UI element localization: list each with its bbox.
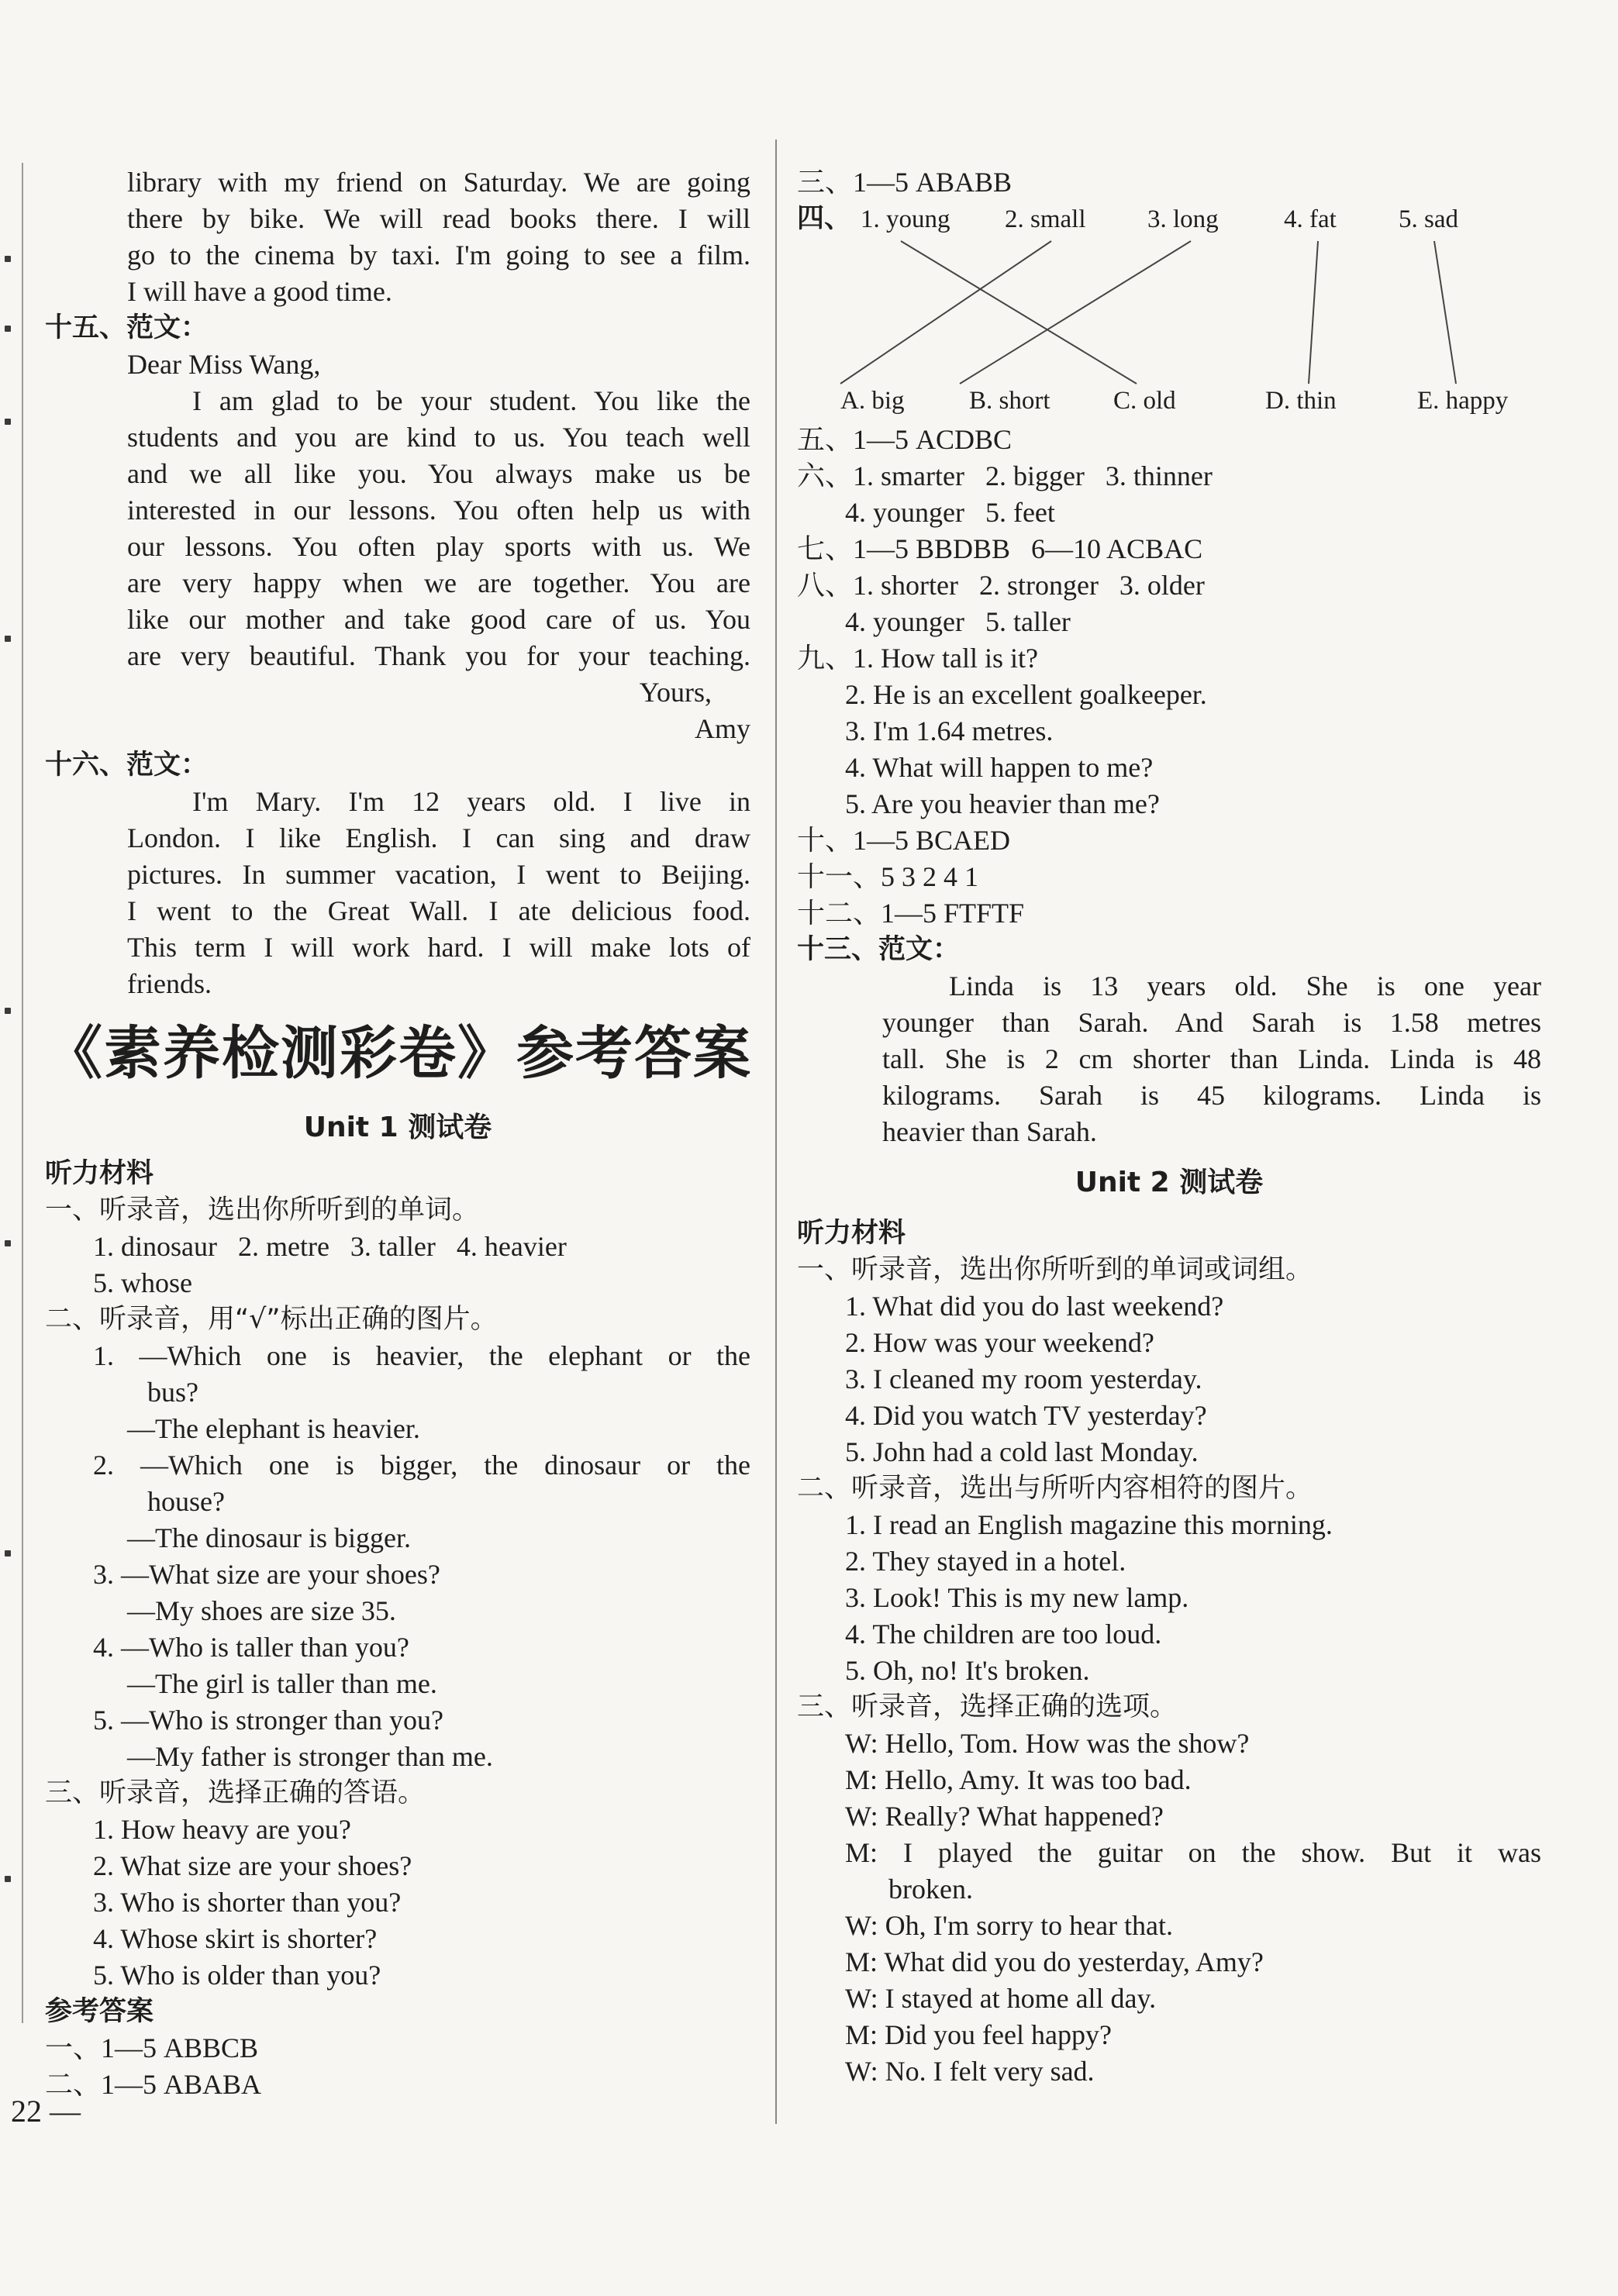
section-15-label: 十五、范文：	[45, 312, 209, 343]
question-2-label: 二、听录音，选出与所听内容相符的图片。	[797, 1473, 1313, 1504]
prompt-line: 4. Did you watch TV yesterday?	[845, 1400, 1207, 1431]
answer-line: 十、1—5 BCAED	[797, 825, 1011, 856]
essay-line: friends.	[127, 968, 212, 999]
essay-line: heavier than Sarah.	[882, 1116, 1097, 1147]
essay-line: London. I like English. I can sing and draw	[127, 822, 750, 853]
binding-mark	[5, 1240, 11, 1246]
letter-closing: Yours,	[639, 677, 712, 708]
answers-label: 参考答案	[45, 1996, 154, 2027]
answer-line: 4. younger 5. feet	[845, 497, 1055, 528]
answer-line: 十二、1—5 FTFTF	[797, 898, 1025, 929]
essay-line: go to the cinema by taxi. I'm going to see a film.	[127, 240, 750, 271]
essay-line: interested in our lessons. You often help us with	[127, 495, 750, 526]
unit-1-title: Unit 1 测试卷	[303, 1112, 492, 1143]
match-line	[1434, 241, 1456, 384]
column-divider	[775, 140, 777, 2124]
section-13-label: 十三、范文：	[797, 934, 961, 965]
binding-mark	[5, 326, 11, 332]
word-list-line: 1. dinosaur 2. metre 3. taller 4. heavier	[93, 1231, 567, 1262]
dialogue-line: M: What did you do yesterday, Amy?	[845, 1946, 1264, 1977]
answer-line: 六、1. smarter 2. bigger 3. thinner	[797, 460, 1213, 491]
prompt-line: 3. I cleaned my room yesterday.	[845, 1363, 1202, 1394]
essay-line: students and you are kind to us. You teach well	[127, 422, 750, 453]
essay-line: pictures. In summer vacation, I went to Beijing.	[127, 859, 750, 890]
dialogue-line: W: Oh, I'm sorry to hear that.	[845, 1910, 1174, 1941]
match-top-word: 2. small	[1005, 205, 1086, 233]
answer-line: 3. I'm 1.64 metres.	[845, 715, 1054, 746]
answer-key-title: 《素养检测彩卷》参考答案	[45, 1020, 752, 1087]
match-line	[960, 241, 1191, 384]
answer-line: 一、1—5 ABBCB	[45, 2032, 259, 2063]
answer-line: 九、1. How tall is it?	[797, 643, 1038, 674]
essay-line: kilograms. Sarah is 45 kilograms. Linda is	[882, 1080, 1541, 1111]
essay-line: library with my friend on Saturday. We are going	[127, 167, 750, 198]
prompt-line: 4. Whose skirt is shorter?	[93, 1923, 378, 1954]
match-line	[1309, 241, 1318, 384]
dialogue-line: house?	[147, 1486, 225, 1517]
prompt-line: 5. Who is older than you?	[93, 1960, 381, 1991]
question-3-dialogue	[797, 1725, 1541, 2090]
word-list-line: 5. whose	[93, 1267, 192, 1298]
match-top-word: 3. long	[1147, 205, 1219, 233]
dialogue-line: —The dinosaur is bigger.	[127, 1522, 411, 1553]
essay-line: I am glad to be your student. You like the	[192, 385, 750, 416]
dialogue-line: 3. —What size are your shoes?	[93, 1559, 440, 1590]
essay-line: tall. She is 2 cm shorter than Linda. Linda is 48	[882, 1043, 1541, 1074]
binding-line	[22, 163, 23, 2023]
binding-mark	[5, 1876, 11, 1882]
question-2-label: 二、听录音，用“√”标出正确的图片。	[45, 1304, 498, 1335]
question-1-label: 一、听录音，选出你所听到的单词或词组。	[797, 1254, 1313, 1285]
dialogue-line: bus?	[147, 1377, 198, 1408]
match-bottom-word: D. thin	[1265, 387, 1337, 415]
letter-signature: Amy	[695, 713, 750, 744]
essay-line: I will have a good time.	[127, 276, 392, 307]
essay-line: younger than Sarah. And Sarah is 1.58 metres	[882, 1007, 1541, 1038]
match-top-word: 5. sad	[1399, 205, 1458, 233]
dialogue-line: 2. —Which one is bigger, the dinosaur or the	[93, 1450, 750, 1481]
dialogue-line: M: Did you feel happy?	[845, 2019, 1112, 2050]
question-3-label: 三、听录音，选择正确的答语。	[45, 1777, 426, 1808]
answer-line: 5. Are you heavier than me?	[845, 788, 1160, 819]
unit-2-title: Unit 2 测试卷	[1075, 1167, 1264, 1198]
dialogue-line: M: I played the guitar on the show. But it was	[845, 1837, 1541, 1868]
dialogue-line: —My father is stronger than me.	[127, 1741, 493, 1772]
answer-line: 七、1—5 BBDBB 6—10 ACBAC	[797, 533, 1203, 564]
essay-line: and we all like you. You always make us be	[127, 458, 750, 489]
dialogue-line: W: No. I felt very sad.	[845, 2056, 1095, 2087]
match-top-word: 1. young	[861, 205, 950, 233]
answer-line: 2. He is an excellent goalkeeper.	[845, 679, 1207, 710]
essay-line: like our mother and take good care of us. You	[127, 604, 750, 635]
answer-line: 4. younger 5. taller	[845, 606, 1071, 637]
right-column	[797, 164, 1541, 2090]
left-column	[45, 164, 750, 2103]
question-1-label: 一、听录音，选出你所听到的单词。	[45, 1195, 480, 1226]
page-number: 22 —	[11, 2094, 81, 2129]
essay-line: our lessons. You often play sports with us. We	[127, 531, 750, 562]
match-bottom-word: E. happy	[1417, 387, 1509, 415]
dialogue-line: W: Really? What happened?	[845, 1801, 1164, 1832]
essay-line: Linda is 13 years old. She is one year	[949, 970, 1541, 1001]
section-16-label: 十六、范文：	[45, 750, 209, 781]
section-4-label: 四、	[797, 203, 852, 234]
essay-line: This term I will work hard. I will make lots of	[127, 932, 750, 963]
binding-mark	[5, 256, 11, 262]
essay-line: are very beautiful. Thank you for your teaching.	[127, 640, 750, 671]
matching-diagram	[797, 201, 1541, 422]
dialogue-line: broken.	[888, 1874, 973, 1905]
binding-mark	[5, 1008, 11, 1014]
match-bottom-word: B. short	[969, 387, 1050, 415]
essay-line: are very happy when we are together. You are	[127, 567, 750, 598]
dialogue-line: —The girl is taller than me.	[127, 1668, 437, 1699]
prompt-line: 3. Who is shorter than you?	[93, 1887, 402, 1918]
answer-line: 八、1. shorter 2. stronger 3. older	[797, 570, 1205, 601]
prompt-line: 1. I read an English magazine this morning.	[845, 1509, 1333, 1540]
prompt-line: 4. The children are too loud.	[845, 1619, 1162, 1650]
match-bottom-word: A. big	[840, 387, 905, 415]
listening-material-label: 听力材料	[45, 1158, 154, 1189]
question-2-dialogues	[45, 1338, 750, 1775]
answer-line: 二、1—5 ABABA	[45, 2069, 262, 2100]
prompt-line: 2. What size are your shoes?	[93, 1850, 412, 1881]
answer-line: 十一、5 3 2 4 1	[797, 861, 979, 892]
letter-greeting: Dear Miss Wang,	[127, 349, 321, 380]
binding-mark	[5, 1550, 11, 1557]
prompt-line: 2. They stayed in a hotel.	[845, 1546, 1126, 1577]
dialogue-line: W: I stayed at home all day.	[845, 1983, 1157, 2014]
dialogue-line: 1. —Which one is heavier, the elephant or the	[93, 1340, 750, 1371]
dialogue-line: M: Hello, Amy. It was too bad.	[845, 1764, 1192, 1795]
section-14-essay-tail	[45, 164, 750, 310]
dialogue-line: —The elephant is heavier.	[127, 1413, 420, 1444]
binding-mark	[5, 419, 11, 425]
answer-line: 4. What will happen to me?	[845, 752, 1154, 783]
dialogue-line: 5. —Who is stronger than you?	[93, 1705, 443, 1736]
essay-line: I went to the Great Wall. I ate delicious food.	[127, 895, 750, 926]
dialogue-line: 4. —Who is taller than you?	[93, 1632, 409, 1663]
prompt-line: 1. What did you do last weekend?	[845, 1291, 1224, 1322]
listening-material-label: 听力材料	[797, 1218, 906, 1249]
essay-line: I'm Mary. I'm 12 years old. I live in	[192, 786, 750, 817]
prompt-line: 1. How heavy are you?	[93, 1814, 351, 1845]
prompt-line: 5. John had a cold last Monday.	[845, 1436, 1199, 1467]
answer-line: 五、1—5 ACDBC	[797, 424, 1013, 455]
prompt-line: 2. How was your weekend?	[845, 1327, 1154, 1358]
binding-edge	[0, 0, 28, 2296]
essay-line: there by bike. We will read books there. I will	[127, 203, 750, 234]
match-top-word: 4. fat	[1284, 205, 1337, 233]
dialogue-line: W: Hello, Tom. How was the show?	[845, 1728, 1250, 1759]
answer-line: 三、1—5 ABABB	[797, 167, 1013, 198]
question-3-label: 三、听录音，选择正确的选项。	[797, 1691, 1178, 1722]
prompt-line: 5. Oh, no! It's broken.	[845, 1655, 1090, 1686]
dialogue-line: —My shoes are size 35.	[127, 1595, 396, 1626]
match-bottom-word: C. old	[1113, 387, 1176, 415]
prompt-line: 3. Look! This is my new lamp.	[845, 1582, 1189, 1613]
binding-mark	[5, 636, 11, 642]
